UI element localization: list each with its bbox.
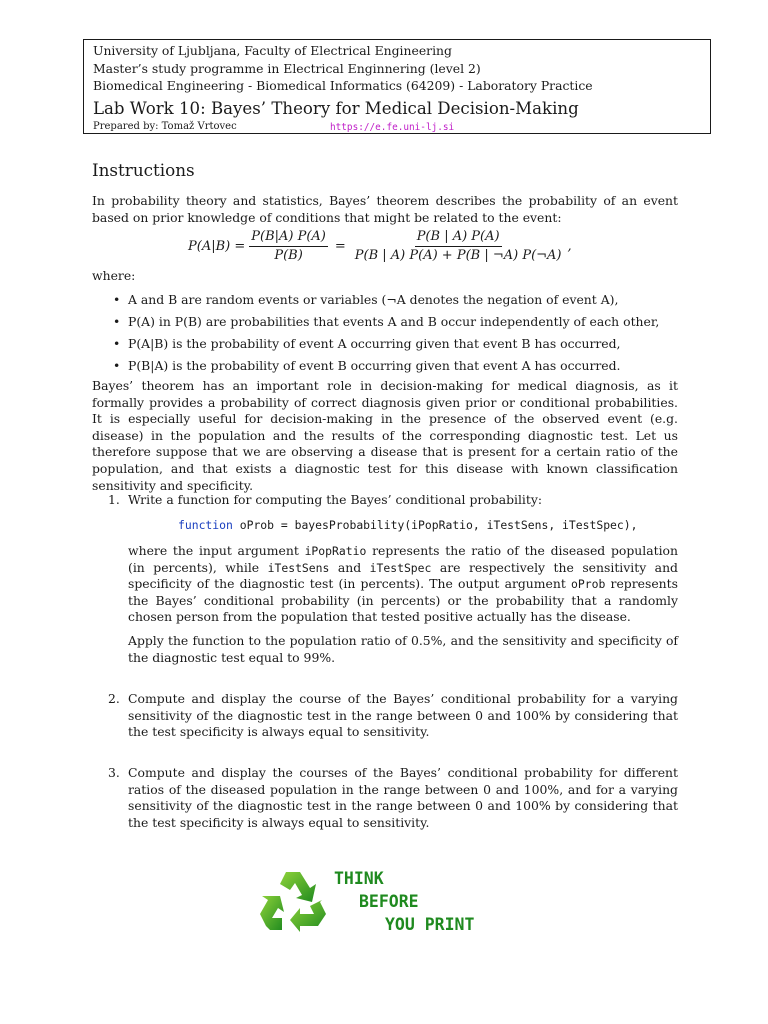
fraction-1-denominator: P(B): [274, 248, 303, 263]
task-2-text: Compute and display the course of the Bayes’ conditional probability for a varying sensitivity of the diagnostic test in the range between 0 and 100% by considering that the test specificity is always equal to sensitivity.: [128, 691, 678, 740]
course-url-link[interactable]: https://e.fe.uni-lj.si: [330, 121, 455, 133]
slogan-you-print: YOU PRINT: [385, 915, 475, 934]
task-1-number: 1.: [108, 492, 120, 507]
function-signature-code: [178, 518, 637, 532]
equation-fraction-1: [249, 229, 328, 264]
definition-item: • P(A|B) is the probability of event A occurring given that event B has occurred,: [115, 333, 659, 355]
task-1-text: Write a function for computing the Bayes’ conditional probability:: [128, 492, 543, 507]
recycle-icon: [260, 868, 328, 934]
equation-trailing-comma: ,: [567, 239, 572, 254]
task-2-number: 2.: [108, 691, 120, 706]
task-3-text: Compute and display the courses of the Bayes’ conditional probability for different ratios of the diseased population in the range between 0 and 100%, and for a varying sensitivity of the diagnostic test in the range between 0 and 100% by considering that the test specificity is always equal to sensitivity.: [128, 765, 678, 830]
lab-title: Lab Work 10: Bayes’ Theory for Medical Decision-Making: [93, 98, 579, 118]
task-1-description: [128, 543, 678, 626]
slogan-before: BEFORE: [359, 892, 419, 911]
arg-pop-ratio: iPopRatio: [304, 544, 367, 558]
university-line: University of Ljubljana, Faculty of Electrical Engineering: [93, 43, 452, 58]
where-label: where:: [92, 268, 136, 283]
slogan-think: THINK: [334, 869, 384, 888]
arg-test-spec: iTestSpec: [369, 560, 432, 575]
header-box: [83, 39, 711, 134]
body-paragraph: Bayes’ theorem has an important role in decision-making for medical diagnosis, as it formally provides a probability of correct diagnosis given prior or conditional probabilities. It is especially useful for decision-making in the presence of the observed event (e.g. disease) in the population and the results of the corresponding diagnostic test. Let us therefore suppose that we are observing a disease that is present for a certain ratio of the population, and that exists a diagnostic test for this disease with known classification sensitivity and specificity.: [92, 378, 678, 493]
bayes-equation: [188, 229, 572, 264]
desc-part: represents the ratio of the diseased population (in percents), while: [128, 543, 678, 575]
code-keyword: function: [178, 518, 233, 532]
prepared-row: [93, 121, 701, 135]
code-signature: oProb = bayesProbability(iPopRatio, iTestSens, iTestSpec),: [232, 518, 638, 532]
desc-part: and: [329, 559, 370, 575]
arg-oprob: oProb: [571, 577, 606, 592]
programme-line: Master’s study programme in Electrical Enginnering (level 2): [93, 60, 481, 76]
prepared-by: Prepared by: Tomaž Vrtovec: [93, 120, 237, 132]
definition-item: • A and B are random events or variables (¬A denotes the negation of event A),: [115, 289, 659, 311]
desc-part: are respectively the sensitivity and specificity of the diagnostic test (in percents). The output argument: [128, 559, 678, 592]
course-line: Biomedical Engineering - Biomedical Informatics (64209) - Laboratory Practice: [93, 78, 593, 93]
fraction-1-numerator: P(B|A) P(A): [249, 229, 328, 247]
task-1-apply: Apply the function to the population ratio of 0.5%, and the sensitivity and specificity of the diagnostic test equal to 99%.: [128, 633, 678, 665]
desc-part: where the input argument: [128, 543, 305, 558]
desc-part: represents the Bayes’ conditional probability (in percents) or the probability that a randomly chosen person from the population that tested positive actually has the disease.: [128, 576, 678, 625]
intro-paragraph: In probability theory and statistics, Bayes’ theorem describes the probability of an event based on prior knowledge of conditions that might be related to the event:: [92, 193, 678, 225]
arg-test-sens: iTestSens: [267, 560, 330, 575]
definition-item: • P(B|A) is the probability of event B occurring given that event A has occurred.: [115, 355, 659, 377]
task-3-number: 3.: [108, 765, 120, 780]
equation-fraction-2: [353, 229, 564, 264]
instructions-heading: Instructions: [92, 160, 195, 180]
fraction-2-denominator: P(B | A) P(A) + P(B | ¬A) P(¬A): [354, 248, 562, 263]
definition-list: [115, 289, 659, 377]
equation-lhs: P(A|B) =: [188, 239, 246, 254]
equation-equals: =: [334, 239, 346, 254]
fraction-2-numerator: P(B | A) P(A): [415, 229, 502, 247]
definition-item: • P(A) in P(B) are probabilities that events A and B occur independently of each other,: [115, 311, 659, 333]
